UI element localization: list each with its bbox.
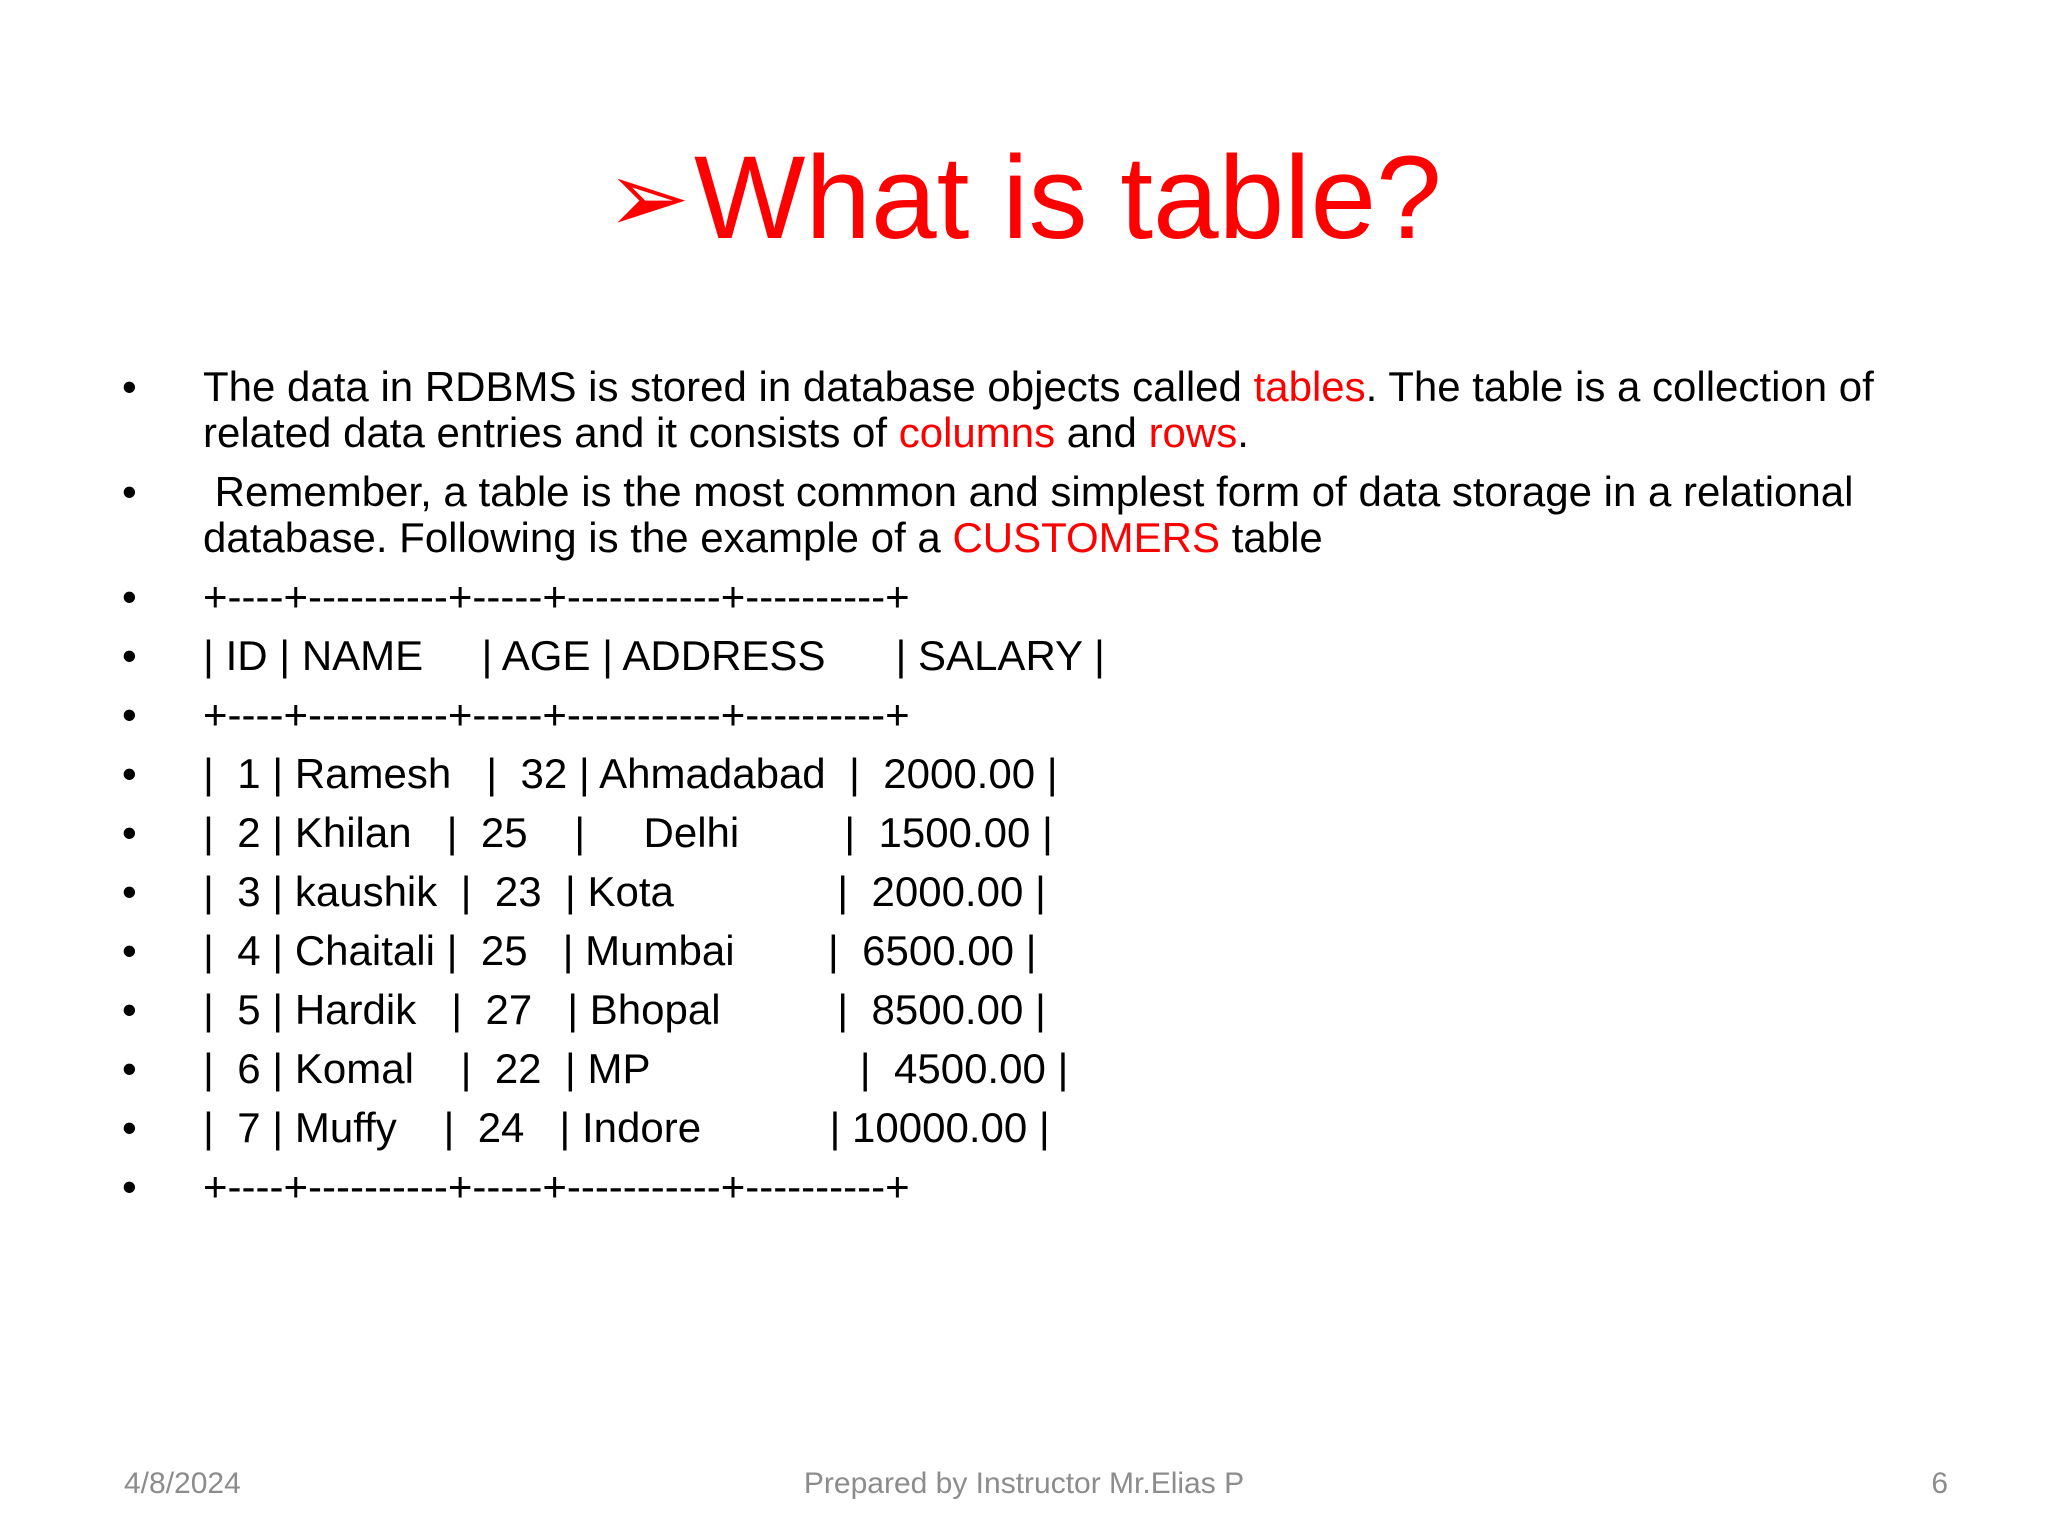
table-row-line: | 7 | Muffy | 24 | Indore | 10000.00 | bbox=[203, 1104, 1050, 1151]
table-row-line: | 2 | Khilan | 25 | Delhi | 1500.00 | bbox=[203, 809, 1053, 856]
table-line bbox=[122, 1046, 1982, 1092]
table-border-line: +----+----------+-----+-----------+----------+ bbox=[203, 573, 910, 620]
bullet-icon: • bbox=[122, 809, 137, 856]
table-row-line: | 4 | Chaitali | 25 | Mumbai | 6500.00 | bbox=[203, 927, 1037, 974]
table-header-line: | ID | NAME | AGE | ADDRESS | SALARY | bbox=[203, 632, 1105, 679]
table-line bbox=[122, 987, 1982, 1033]
bullet-icon: • bbox=[122, 1045, 137, 1092]
list-item bbox=[122, 469, 1982, 561]
paragraph-text: The data in RDBMS is stored in database objects called bbox=[203, 363, 1254, 410]
table-border-line: +----+----------+-----+-----------+----------+ bbox=[203, 1163, 910, 1210]
highlight-tables: tables bbox=[1253, 363, 1366, 410]
table-line bbox=[122, 869, 1982, 915]
paragraph-text: table bbox=[1220, 514, 1323, 561]
highlight-customers: CUSTOMERS bbox=[952, 514, 1221, 561]
table-line bbox=[122, 928, 1982, 974]
slide-title bbox=[0, 128, 2048, 268]
bullet-icon: • bbox=[122, 632, 137, 679]
bullet-icon: • bbox=[122, 868, 137, 915]
paragraph-customers-example bbox=[203, 469, 1903, 561]
content-bullet-list bbox=[122, 364, 1982, 1223]
bullet-icon: • bbox=[122, 986, 137, 1033]
bullet-icon: • bbox=[122, 573, 137, 620]
table-border-line: +----+----------+-----+-----------+----------+ bbox=[203, 691, 910, 738]
paragraph-text: and bbox=[1055, 409, 1149, 456]
table-row-line: | 3 | kaushik | 23 | Kota | 2000.00 | bbox=[203, 868, 1046, 915]
paragraph-text: . bbox=[1237, 409, 1249, 456]
table-line bbox=[122, 1105, 1982, 1151]
list-item bbox=[122, 364, 1982, 456]
paragraph-tables-definition bbox=[203, 364, 1903, 456]
table-row-line: | 6 | Komal | 22 | MP | 4500.00 | bbox=[203, 1045, 1069, 1092]
highlight-columns: columns bbox=[898, 409, 1056, 456]
footer-page-number: 6 bbox=[1931, 1467, 1948, 1500]
table-line bbox=[122, 692, 1982, 738]
slide-title-text: What is table? bbox=[694, 132, 1442, 264]
paragraph-text: Remember, a table is the most common and simplest form of data storage in a relational database. Following is the example of a bbox=[203, 468, 1866, 561]
highlight-rows: rows bbox=[1148, 409, 1238, 456]
footer-date: 4/8/2024 bbox=[124, 1467, 241, 1500]
bullet-icon: • bbox=[122, 927, 137, 974]
table-row-line: | 5 | Hardik | 27 | Bhopal | 8500.00 | bbox=[203, 986, 1046, 1033]
footer-author: Prepared by Instructor Mr.Elias P bbox=[803, 1467, 1245, 1500]
bullet-icon: • bbox=[122, 750, 137, 797]
table-line bbox=[122, 1164, 1982, 1210]
table-row-line: | 1 | Ramesh | 32 | Ahmadabad | 2000.00 | bbox=[203, 750, 1058, 797]
bullet-icon: • bbox=[122, 1104, 137, 1151]
table-line bbox=[122, 633, 1982, 679]
table-line bbox=[122, 810, 1982, 856]
paragraph-text: . The table is a collection of related data entries and it consists of bbox=[203, 363, 1886, 456]
table-line bbox=[122, 574, 1982, 620]
arrow-bullet-icon: ➢ bbox=[606, 142, 691, 254]
bullet-icon: • bbox=[122, 363, 137, 410]
table-line bbox=[122, 751, 1982, 797]
bullet-icon: • bbox=[122, 1163, 137, 1210]
bullet-icon: • bbox=[122, 468, 137, 515]
bullet-icon: • bbox=[122, 691, 137, 738]
